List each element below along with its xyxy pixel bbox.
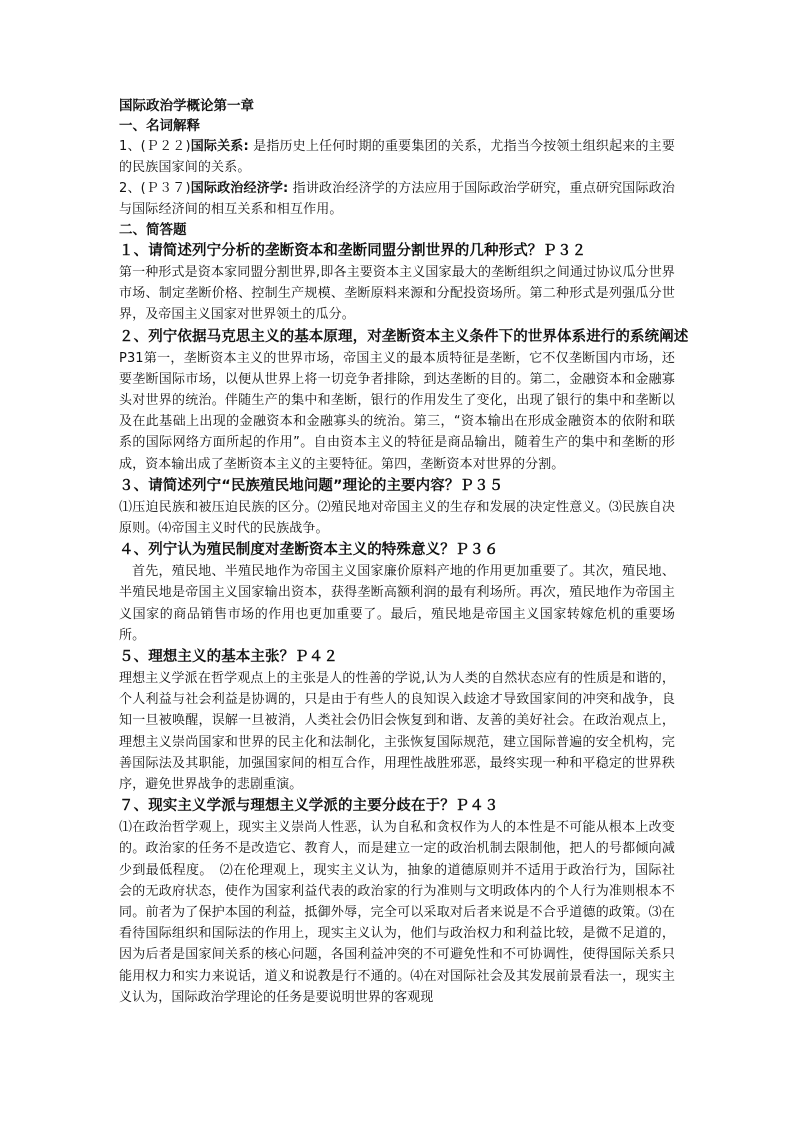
question-1: １、请简述列宁分析的垄断资本和垄断同盟分割世界的几种形式？Ｐ３２ bbox=[119, 243, 587, 259]
term-text: 指讲政治经济学的方法应用于国际政治学研究，重点研究国际政治与国际经济间的相互关系和相互作用。 bbox=[119, 181, 675, 217]
document-page bbox=[119, 96, 689, 1008]
answer-3: ⑴压迫民族和被压迫民族的区分。⑵殖民地对帝国主义的生存和发展的决定性意义。⑶民族自决原则。⑷帝国主义时代的民族战争。 bbox=[119, 499, 675, 537]
term-definition-2 bbox=[119, 178, 675, 220]
term-definition-1 bbox=[119, 136, 675, 178]
term-number: 2、(Ｐ３７) bbox=[119, 181, 191, 196]
document-title: 国际政治学概论第一章 bbox=[119, 98, 254, 114]
term-name: 国际关系: bbox=[190, 139, 249, 154]
answer-5: 理想主义学派在哲学观点上的主张是人的性善的学说,认为人类的自然状态应有的性质是和谐的，个人利益与社会利益是协调的，只是由于有些人的良知误入歧途才导致国家间的冲突和战争，良知一旦被唤醒，误解一旦被消，人类社会仍旧会恢复到和谐、友善的美好社会。在政治观点上，理想主义崇尚国家和世界的民主化和法制化，主张恢复国际规范，建立国际普遍的安全机构，完善国际法及其职能，加强国家间的相互合作，用理性战胜邪恶，最终实现一种和平稳定的世界秩序，避免世界战争的悲剧重演。 bbox=[119, 671, 675, 793]
term-text: 是指历史上任何时期的重要集团的关系，尤指当今按领土组织起来的主要的民族国家间的关系。 bbox=[119, 139, 675, 175]
question-4: ４、列宁认为殖民制度对垄断资本主义的特殊意义？Ｐ３６ bbox=[119, 542, 499, 559]
section-heading-short-answers: 二、简答题 bbox=[119, 222, 187, 238]
answer-7: ⑴在政治哲学观上，现实主义崇尚人性恶，认为自私和贪权作为人的本性是不可能从根本上改变的。政治家的任务不是改造它、教育人，而是建立一定的政治机制去限制他，把人的号都倾向减少到最低程度。 ⑵在伦理观上，现实主义认为，抽象的道德原则并不适用于政治行为，国际社会的无政府状态，使作为国家利益代表的政治家的行为准则与文明政体内的个人行为准则根本不同。前者为了保护本国的利益，抵御外辱，完全可以采取对后者来说是不合乎道德的政策。⑶在看待国际组织和国际法的作用上，现实主义认为，他们与政治权力和利益比较，是微不足道的，因为后者是国家间关系的核心问题，各国利益冲突的不可避免性和不可协调性，使得国际关系只能用权力和实力来说话，道义和说教是行不通的。⑷在对国际社会及其发展前景看法一，现实主义认为，国际政治学理论的任务是要说明世界的客观现 bbox=[119, 820, 675, 1005]
term-name: 国际政治经济学: bbox=[190, 181, 289, 196]
question-5: ５、理想主义的基本主张？Ｐ４２ bbox=[119, 649, 338, 666]
answer-1: 第一种形式是资本家同盟分割世界,即各主要资本主义国家最大的垄断组织之间通过协议瓜分世界市场、制定垄断价格、控制生产规模、垄断原料来源和分配投资场所。第二种形式是列强瓜分世界，及帝国主义国家对世界领土的瓜分。 bbox=[119, 265, 675, 323]
question-7: ７、现实主义学派与理想主义学派的主要分歧在于？Ｐ４３ bbox=[119, 798, 499, 815]
section-heading-definitions: 一、名词解释 bbox=[119, 118, 200, 134]
answer-4: 首先，殖民地、半殖民地作为帝国主义国家廉价原料产地的作用更加重要了。其次，殖民地、半殖民地是帝国主义国家输出资本，获得垄断高额利润的最有利场所。再次，殖民地作为帝国主义国家的商品销售市场的作用也更加重要了。最后，殖民地是帝国主义国家转嫁危机的重要场所。 bbox=[119, 564, 675, 643]
term-number: 1、(Ｐ２２) bbox=[119, 139, 191, 154]
answer-2: P31第一，垄断资本主义的世界市场，帝国主义的最本质特征是垄断，它不仅垄断国内市场，还要垄断国际市场，以便从世界上将一切竞争者排除，到达垄断的目的。第二，金融资本和金融寡头对世界的统治。伴随生产的集中和垄断，银行的作用发生了变化，出现了银行的集中和垄断以及在此基础上出现的金融资本和金融寡头的统治。第三，“资本输出在形成金融资本的依附和联系的国际网络方面所起的作用”。自由资本主义的特征是商品输出，随着生产的集中和垄断的形成，资本输出成了垄断资本主义的主要特征。第四，垄断资本对世界的分割。 bbox=[119, 350, 675, 472]
question-2: ２、列宁依据马克思主义的基本原理，对垄断资本主义条件下的世界体系进行的系统阐述 bbox=[119, 328, 689, 345]
question-3: ３、请简述列宁“民族殖民地问题”理论的主要内容？Ｐ３５ bbox=[119, 477, 504, 494]
